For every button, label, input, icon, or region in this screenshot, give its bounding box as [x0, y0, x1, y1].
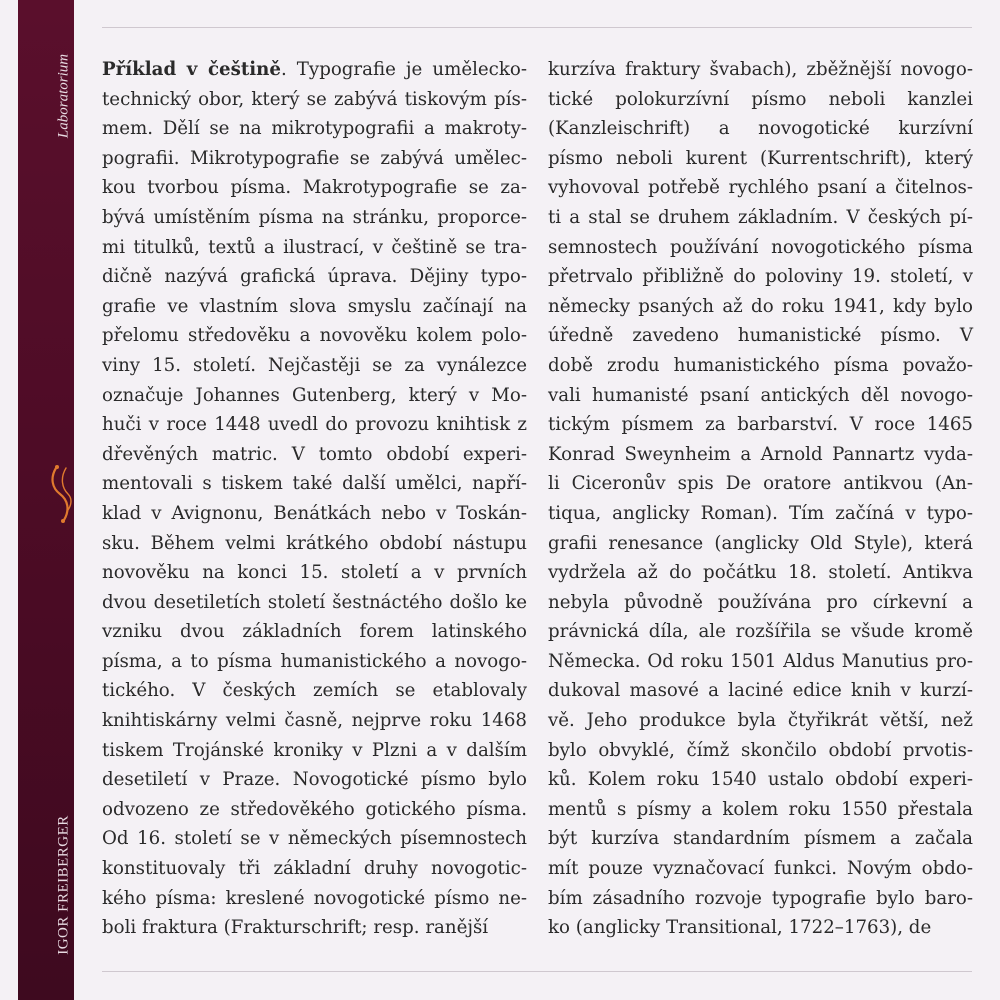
- text-line: Konrad Sweynheim a Arnold Pannartz vyda-: [548, 443, 973, 465]
- text-line: označuje Johannes Gutenberg, který v Mo-: [102, 384, 527, 406]
- text-line: odvozeno ze středověkého gotického písma.: [102, 798, 527, 820]
- text-line: klad v Avignonu, Benátkách nebo v Toskán-: [102, 502, 527, 524]
- text-line: dřevěných matric. V tomto období experi-: [102, 443, 527, 465]
- text-line: kurzíva fraktury švabach), zběžnější novogo-: [548, 59, 973, 80]
- text-line: písma, a to písma humanistického a novogo-: [102, 650, 527, 672]
- first-line-text: . Typografie je umělecko-: [280, 59, 527, 80]
- text-line: grafii renesance (anglicky Old Style), která: [548, 532, 973, 554]
- text-line: německy psaných až do roku 1941, kdy bylo: [548, 295, 973, 317]
- bottom-rule: [102, 971, 972, 972]
- text-line: knihtiskárny velmi časně, nejprve roku 1468: [102, 710, 527, 732]
- text-line: (Kanzleischrift) a novogotické kurzívní: [548, 118, 973, 140]
- text-line: sku. Během velmi krátkého období nástupu: [102, 532, 527, 554]
- text-line: přetrvalo přibližně do poloviny 19. století, v: [548, 266, 973, 288]
- text-line: huči v roce 1448 uvedl do provozu knihtisk z: [102, 414, 527, 436]
- text-line: mentů s písmy a kolem roku 1550 přestala: [548, 798, 973, 820]
- article-heading: Příklad v češtině: [102, 59, 281, 80]
- text-line: tiskem Trojánské kroniky v Plzni a v dalším: [102, 739, 527, 761]
- text-line: kého písma: kreslené novogotické písmo ne-: [102, 887, 527, 909]
- text-line: ko (anglicky Transitional, 1722–1763), de: [548, 917, 932, 939]
- text-line: být kurzíva standardním písmem a začala: [548, 828, 973, 850]
- text-line: vzniku dvou základních forem latinského: [102, 621, 527, 643]
- text-line: pografii. Mikrotypografie se zabývá umělec-: [102, 147, 527, 169]
- text-line: úředně zavedeno humanistické písmo. V: [548, 325, 973, 347]
- text-line: době zrodu humanistického písma považo-: [548, 354, 973, 376]
- text-line: tiqua, anglicky Roman). Tím začíná v typo-: [548, 502, 973, 524]
- text-line: [102, 55, 527, 85]
- text-line: přelomu středověku a novověku kolem polo-: [102, 325, 527, 347]
- text-line: boli fraktura (Frakturschrift; resp. ranější: [102, 917, 489, 939]
- text-line: tického. V českých zemích se etablovaly: [102, 680, 527, 702]
- text-line: právnická díla, ale rozšířila se všude kromě: [548, 621, 973, 643]
- text-line: mi titulků, textů a ilustrací, v češtině se tra-: [102, 236, 527, 258]
- text-line: Od 16. století se v německých písemnostech: [102, 828, 527, 850]
- text-line: mem. Dělí se na mikrotypografii a makroty-: [102, 118, 527, 140]
- text-line: semnostech používání novogotického písma: [548, 236, 973, 258]
- text-line: ků. Kolem roku 1540 ustalo období experi-: [548, 769, 973, 791]
- text-line: bývá umístěním písma na stránku, proporce-: [102, 206, 527, 228]
- text-line: li Ciceronův spis De oratore antikvou (An-: [548, 473, 973, 495]
- text-line: vyhovoval potřebě rychlého psaní a čitelnos-: [548, 177, 973, 199]
- sidebar-series-title: Laboratorium: [55, 53, 72, 139]
- text-line: konstituovaly tři základní druhy novogotic-: [102, 858, 527, 880]
- text-line: technický obor, který se zabývá tiskovým pís-: [102, 88, 527, 110]
- text-line: mít pouze vyznačovací funkci. Novým obdo-: [548, 858, 973, 880]
- sidebar: [18, 0, 74, 1000]
- ornament-icon: [48, 462, 74, 526]
- text-line: dičně nazývá grafická úprava. Dějiny typo-: [102, 266, 527, 288]
- text-line: tickým písmem za barbarství. V roce 1465: [548, 414, 973, 436]
- text-line: grafie ve vlastním slova smyslu začínají na: [102, 295, 527, 317]
- text-line: ti a stal se druhem základním. V českých pí-: [548, 206, 973, 228]
- text-line: nebyla původně používána pro církevní a: [548, 591, 973, 613]
- text-line: viny 15. století. Nejčastěji se za vynálezce: [102, 354, 527, 376]
- text-line: písmo neboli kurent (Kurrentschrift), který: [548, 147, 973, 169]
- text-line: bím zásadního rozvoje typografie bylo baro-: [548, 887, 973, 909]
- text-line: mentovali s tiskem také další umělci, napří-: [102, 473, 527, 495]
- text-line: dukoval masové a laciné edice knih v kurzí-: [548, 680, 973, 702]
- text-line: Německa. Od roku 1501 Aldus Manutius pro-: [548, 650, 973, 672]
- text-line: novověku na konci 15. století a v prvních: [102, 562, 527, 584]
- top-rule: [102, 27, 972, 28]
- text-line: desetiletí v Praze. Novogotické písmo bylo: [102, 769, 527, 791]
- text-line: vali humanisté psaní antických děl novogo-: [548, 384, 973, 406]
- text-line: vě. Jeho produkce byla čtyřikrát větší, než: [548, 710, 973, 732]
- text-line: tické polokurzívní písmo neboli kanzlei: [548, 88, 973, 110]
- text-line: bylo obvyklé, čímž skončilo období prvotis-: [548, 739, 973, 761]
- text-line: dvou desetiletích století šestnáctého došlo ke: [102, 591, 527, 613]
- sidebar-author-name: IGOR FREIBERGER: [55, 815, 72, 955]
- left-text-column: [102, 55, 527, 943]
- text-line: vydržela až do počátku 18. století. Antikva: [548, 562, 973, 584]
- text-line: kou tvorbou písma. Makrotypografie se za-: [102, 177, 527, 199]
- right-text-column: [548, 55, 973, 943]
